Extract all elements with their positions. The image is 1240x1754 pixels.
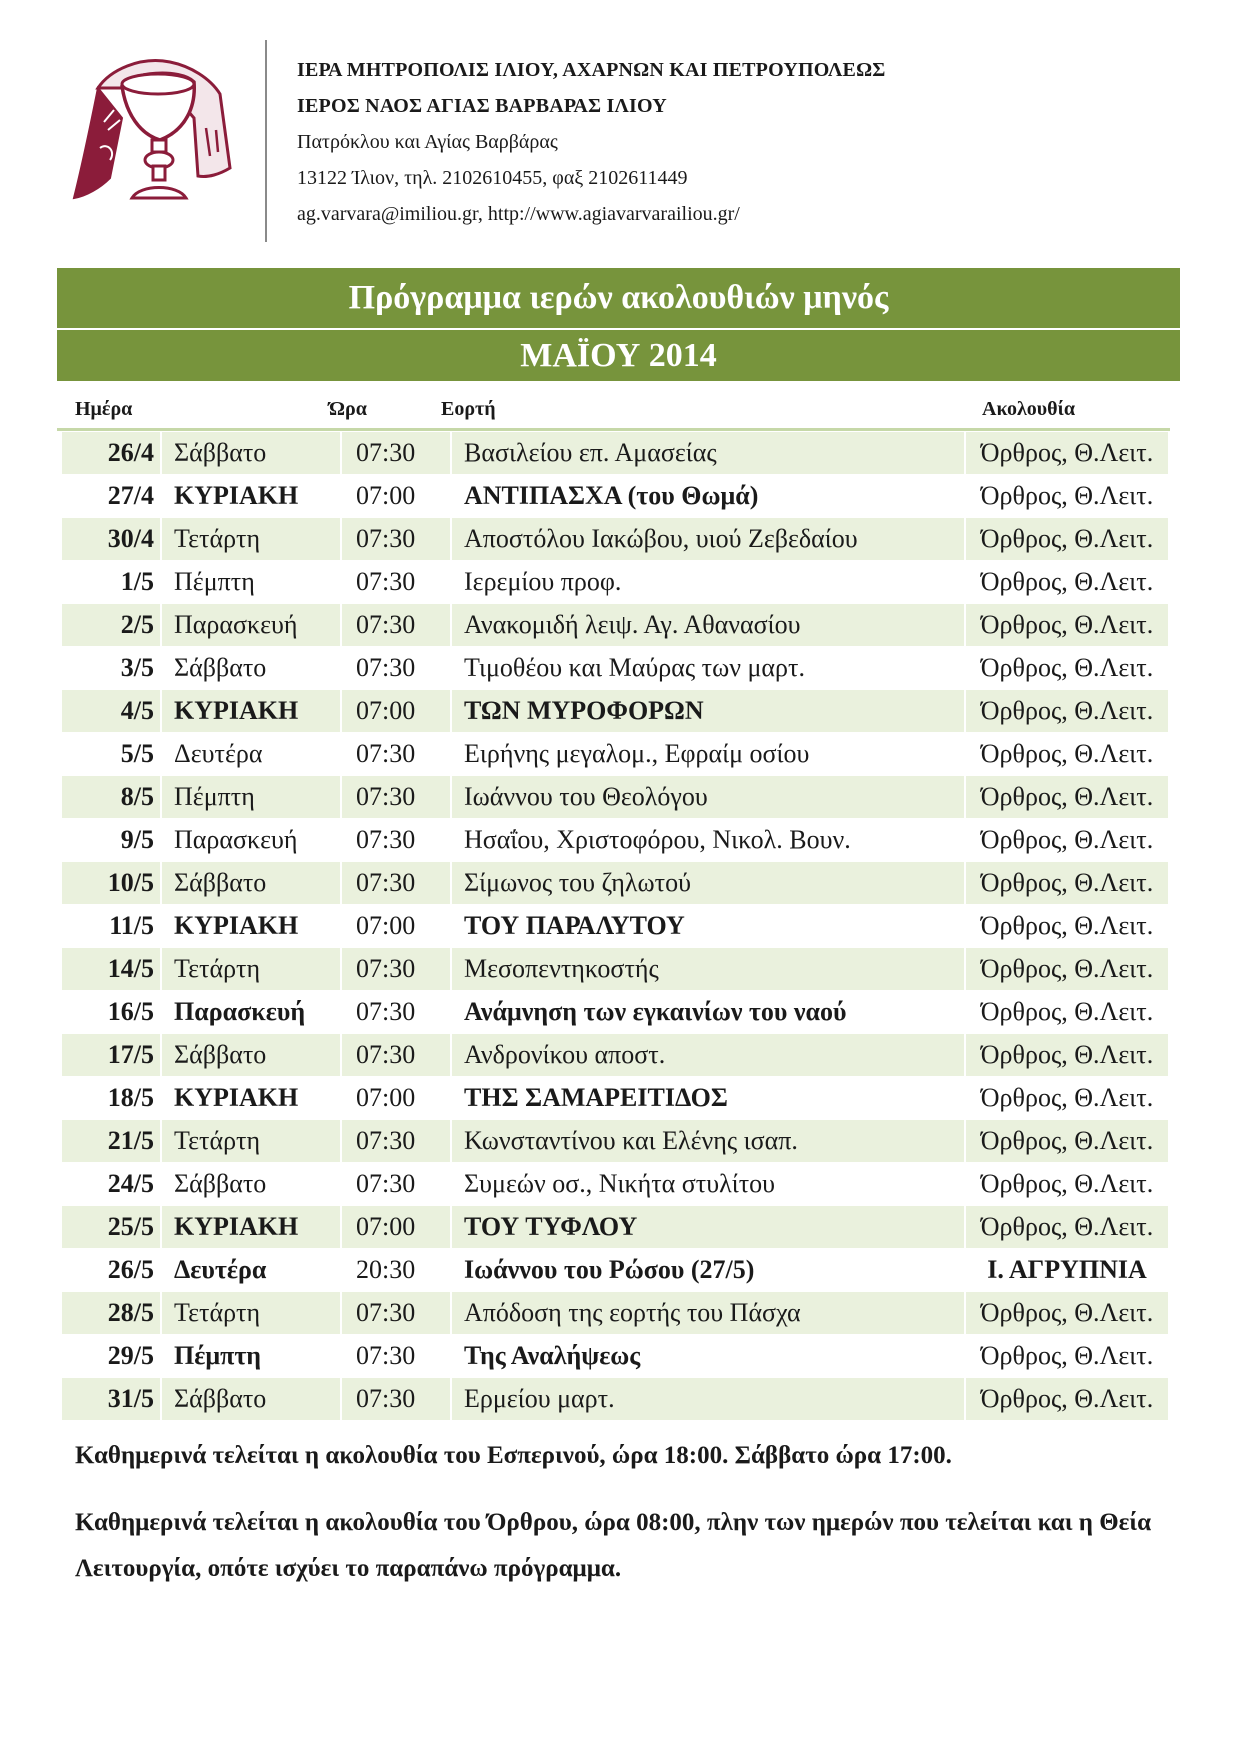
table-row [62,819,1169,862]
schedule-table [62,432,1170,1421]
time-cell: 07:30 [341,647,451,690]
feast-cell: ΤΩΝ ΜΥΡΟΦΟΡΩΝ [451,690,965,733]
feast-cell: ΤΟΥ ΠΑΡΑΛΥΤΟΥ [451,905,965,948]
day-cell: Παρασκευή [161,819,341,862]
day-cell: Σάββατο [161,647,341,690]
feast-cell: Συμεών οσ., Νικήτα στυλίτου [451,1163,965,1206]
column-header-feast: Εορτή [441,398,496,420]
day-cell: ΚΥΡΙΑΚΗ [161,475,341,518]
date-cell: 25/5 [62,1206,161,1249]
table-row [62,1077,1169,1120]
feast-cell: Ανάμνηση των εγκαινίων του ναού [451,991,965,1034]
time-cell: 07:30 [341,1378,451,1421]
column-header-service: Ακολουθία [982,398,1075,420]
time-cell: 07:30 [341,819,451,862]
feast-cell: Ησαΐου, Χριστοφόρου, Νικολ. Βουν. [451,819,965,862]
date-cell: 5/5 [62,733,161,776]
city-phone: 13122 Ίλιον, τηλ. 2102610455, φαξ 2102611449 [297,167,688,189]
date-cell: 3/5 [62,647,161,690]
service-cell: Όρθρος, Θ.Λειτ. [965,647,1169,690]
day-cell: Πέμπτη [161,561,341,604]
day-cell: ΚΥΡΙΑΚΗ [161,690,341,733]
time-cell: 07:30 [341,1292,451,1335]
feast-cell: Της Αναλήψεως [451,1335,965,1378]
day-cell: ΚΥΡΙΑΚΗ [161,1077,341,1120]
table-row [62,604,1169,647]
day-cell: Σάββατο [161,1034,341,1077]
time-cell: 07:00 [341,690,451,733]
feast-cell: Ιωάννου του Ρώσου (27/5) [451,1249,965,1292]
vespers-note: Καθημερινά τελείται η ακολουθία του Εσπερινού, ώρα 18:00. Σάββατο ώρα 17:00. [75,1442,952,1469]
service-cell: Ι. ΑΓΡΥΠΝΙΑ [965,1249,1169,1292]
time-cell: 07:30 [341,776,451,819]
time-cell: 07:30 [341,1335,451,1378]
day-cell: Πέμπτη [161,1335,341,1378]
time-cell: 07:00 [341,905,451,948]
date-cell: 2/5 [62,604,161,647]
feast-cell: Αποστόλου Ιακώβου, υιού Ζεβεδαίου [451,518,965,561]
feast-cell: Ειρήνης μεγαλομ., Εφραίμ οσίου [451,733,965,776]
service-cell: Όρθρος, Θ.Λειτ. [965,518,1169,561]
time-cell: 07:30 [341,1120,451,1163]
feast-cell: Κωνσταντίνου και Ελένης ισαπ. [451,1120,965,1163]
logo [70,48,240,218]
date-cell: 8/5 [62,776,161,819]
time-cell: 07:30 [341,604,451,647]
service-cell: Όρθρος, Θ.Λειτ. [965,862,1169,905]
day-cell: Τετάρτη [161,1120,341,1163]
chalice-icon [70,48,240,218]
time-cell: 07:30 [341,432,451,475]
day-cell: Παρασκευή [161,604,341,647]
time-cell: 20:30 [341,1249,451,1292]
date-cell: 14/5 [62,948,161,991]
date-cell: 26/5 [62,1249,161,1292]
page-subtitle: ΜΑΪΟΥ 2014 [57,330,1180,381]
table-row [62,733,1169,776]
service-cell: Όρθρος, Θ.Λειτ. [965,432,1169,475]
organization-info [297,52,886,232]
day-cell: Σάββατο [161,1163,341,1206]
service-cell: Όρθρος, Θ.Λειτ. [965,1163,1169,1206]
table-row [62,690,1169,733]
date-cell: 24/5 [62,1163,161,1206]
church-name: ΙΕΡΟΣ ΝΑΟΣ ΑΓΙΑΣ ΒΑΡΒΑΡΑΣ ΙΛΙΟΥ [297,95,667,117]
table-row [62,776,1169,819]
feast-cell: Ανδρονίκου αποστ. [451,1034,965,1077]
feast-cell: Απόδοση της εορτής του Πάσχα [451,1292,965,1335]
feast-cell: Ανακομιδή λειψ. Αγ. Αθανασίου [451,604,965,647]
page-title: Πρόγραμμα ιερών ακολουθιών μηνός [57,268,1180,328]
day-cell: Πέμπτη [161,776,341,819]
time-cell: 07:30 [341,561,451,604]
date-cell: 18/5 [62,1077,161,1120]
date-cell: 11/5 [62,905,161,948]
feast-cell: ΑΝΤΙΠΑΣΧΑ (του Θωμά) [451,475,965,518]
service-cell: Όρθρος, Θ.Λειτ. [965,690,1169,733]
table-row [62,1335,1169,1378]
day-cell: ΚΥΡΙΑΚΗ [161,1206,341,1249]
table-row [62,1120,1169,1163]
feast-cell: ΤΟΥ ΤΥΦΛΟΥ [451,1206,965,1249]
date-cell: 21/5 [62,1120,161,1163]
date-cell: 9/5 [62,819,161,862]
day-cell: Δευτέρα [161,733,341,776]
day-cell: Τετάρτη [161,948,341,991]
table-row [62,1163,1169,1206]
date-cell: 30/4 [62,518,161,561]
table-row [62,1034,1169,1077]
date-cell: 17/5 [62,1034,161,1077]
service-cell: Όρθρος, Θ.Λειτ. [965,948,1169,991]
time-cell: 07:30 [341,1163,451,1206]
day-cell: Δευτέρα [161,1249,341,1292]
date-cell: 26/4 [62,432,161,475]
table-row [62,1292,1169,1335]
service-cell: Όρθρος, Θ.Λειτ. [965,776,1169,819]
service-cell: Όρθρος, Θ.Λειτ. [965,561,1169,604]
table-row [62,948,1169,991]
time-cell: 07:30 [341,1034,451,1077]
feast-cell: Ερμείου μαρτ. [451,1378,965,1421]
feast-cell: Ιερεμίου προφ. [451,561,965,604]
service-cell: Όρθρος, Θ.Λειτ. [965,905,1169,948]
table-row [62,432,1169,475]
feast-cell: Μεσοπεντηκοστής [451,948,965,991]
date-cell: 29/5 [62,1335,161,1378]
service-cell: Όρθρος, Θ.Λειτ. [965,819,1169,862]
day-cell: Τετάρτη [161,518,341,561]
column-header-day: Ημέρα [75,398,133,420]
date-cell: 27/4 [62,475,161,518]
header-divider [265,40,267,242]
day-cell: Παρασκευή [161,991,341,1034]
feast-cell: Σίμωνος του ζηλωτού [451,862,965,905]
time-cell: 07:30 [341,948,451,991]
service-cell: Όρθρος, Θ.Λειτ. [965,733,1169,776]
day-cell: Σάββατο [161,432,341,475]
day-cell: ΚΥΡΙΑΚΗ [161,905,341,948]
feast-cell: Τιμοθέου και Μαύρας των μαρτ. [451,647,965,690]
table-row [62,1378,1169,1421]
table-row [62,1206,1169,1249]
table-row [62,991,1169,1034]
time-cell: 07:30 [341,518,451,561]
day-cell: Τετάρτη [161,1292,341,1335]
address: Πατρόκλου και Αγίας Βαρβάρας [297,131,558,153]
time-cell: 07:30 [341,862,451,905]
date-cell: 16/5 [62,991,161,1034]
day-cell: Σάββατο [161,862,341,905]
column-header-time: Ώρα [329,398,367,420]
service-cell: Όρθρος, Θ.Λειτ. [965,1292,1169,1335]
feast-cell: Ιωάννου του Θεολόγου [451,776,965,819]
service-cell: Όρθρος, Θ.Λειτ. [965,1120,1169,1163]
table-row [62,1249,1169,1292]
service-cell: Όρθρος, Θ.Λειτ. [965,1378,1169,1421]
service-cell: Όρθρος, Θ.Λειτ. [965,1335,1169,1378]
table-row [62,518,1169,561]
feast-cell: Βασιλείου επ. Αμασείας [451,432,965,475]
time-cell: 07:30 [341,733,451,776]
service-cell: Όρθρος, Θ.Λειτ. [965,991,1169,1034]
service-cell: Όρθρος, Θ.Λειτ. [965,1206,1169,1249]
date-cell: 1/5 [62,561,161,604]
contact-info: ag.varvara@imiliou.gr, http://www.agiavarvarailiou.gr/ [297,203,740,225]
table-row [62,647,1169,690]
service-cell: Όρθρος, Θ.Λειτ. [965,1077,1169,1120]
date-cell: 31/5 [62,1378,161,1421]
matins-note: Καθημερινά τελείται η ακολουθία του Όρθρου, ώρα 08:00, πλην των ημερών που τελείται και η Θεία Λειτουργία, οπότε ισχύει το παραπάνω πρόγραμμα. [75,1509,1152,1582]
date-cell: 28/5 [62,1292,161,1335]
service-cell: Όρθρος, Θ.Λειτ. [965,604,1169,647]
service-cell: Όρθρος, Θ.Λειτ. [965,1034,1169,1077]
time-cell: 07:00 [341,1206,451,1249]
time-cell: 07:00 [341,1077,451,1120]
table-row [62,862,1169,905]
feast-cell: ΤΗΣ ΣΑΜΑΡΕΙΤΙΔΟΣ [451,1077,965,1120]
time-cell: 07:00 [341,475,451,518]
date-cell: 10/5 [62,862,161,905]
table-header [57,390,1170,431]
time-cell: 07:30 [341,991,451,1034]
table-row [62,905,1169,948]
date-cell: 4/5 [62,690,161,733]
table-row [62,475,1169,518]
table-row [62,561,1169,604]
day-cell: Σάββατο [161,1378,341,1421]
service-cell: Όρθρος, Θ.Λειτ. [965,475,1169,518]
metropolis-name: ΙΕΡΑ ΜΗΤΡΟΠΟΛΙΣ ΙΛΙΟΥ, ΑΧΑΡΝΩΝ ΚΑΙ ΠΕΤΡΟΥΠΟΛΕΩΣ [297,59,886,81]
